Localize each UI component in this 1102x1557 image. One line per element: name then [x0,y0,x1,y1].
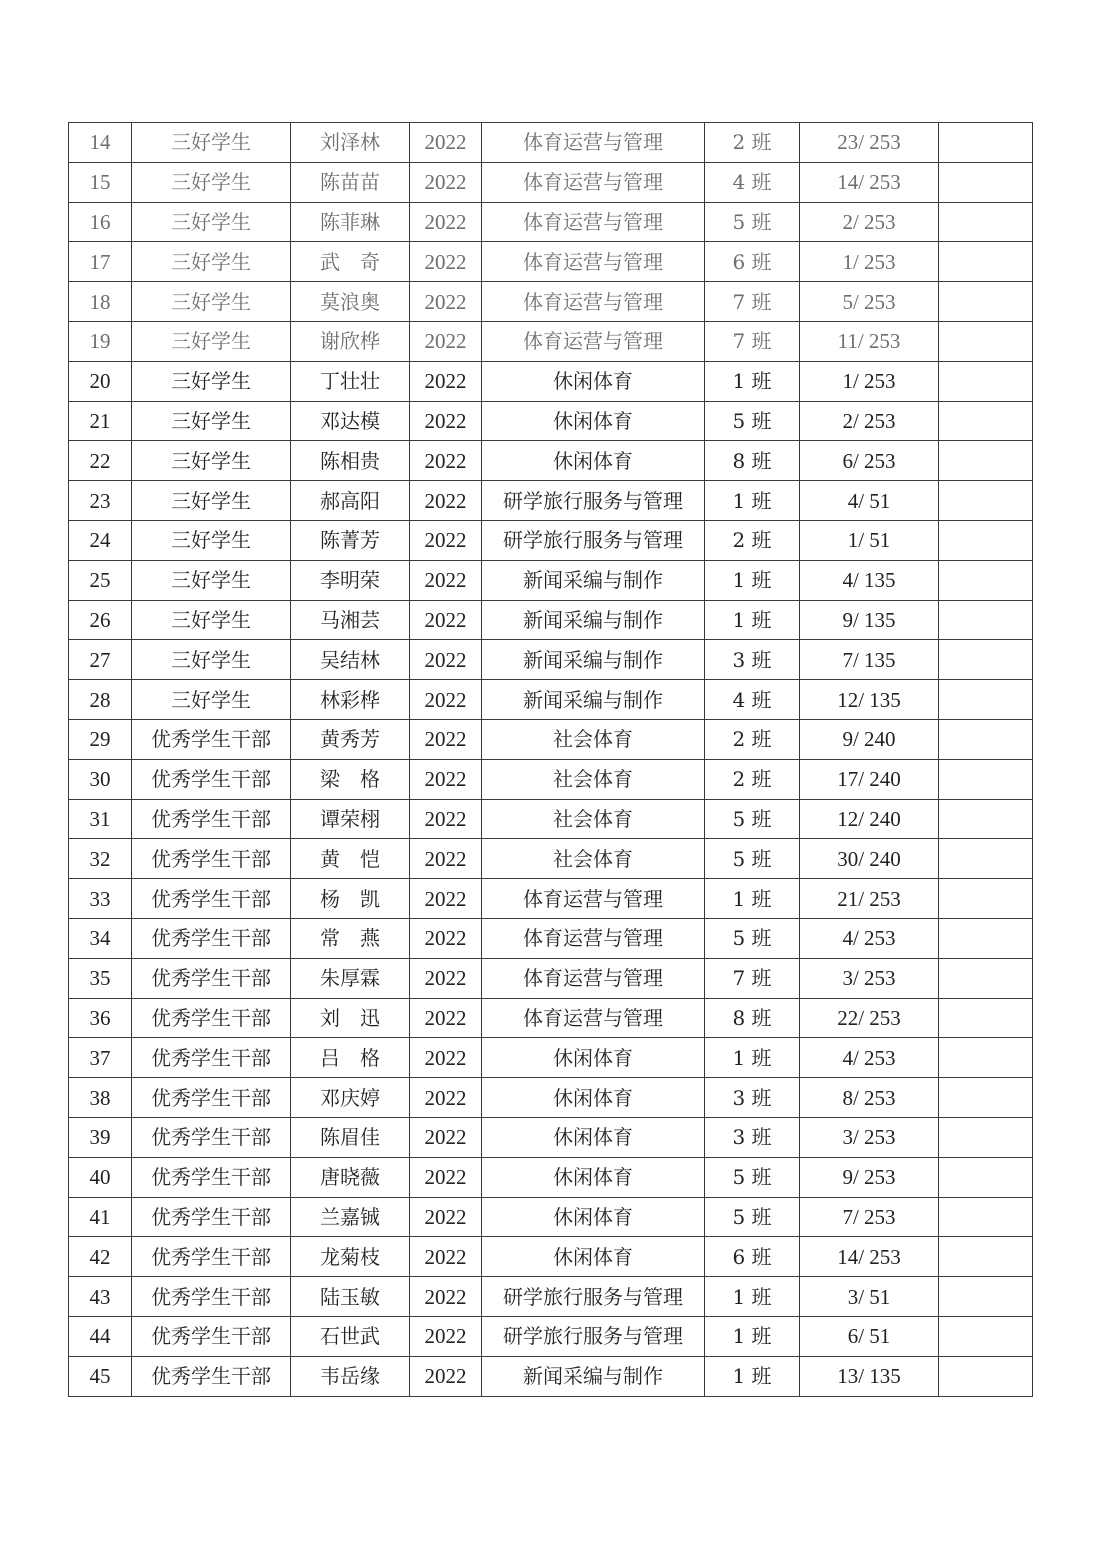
class-name-cell: 1 班 [705,481,800,521]
award-type-cell: 优秀学生干部 [132,1078,291,1118]
table-row [69,839,1033,879]
major-name-cell: 研学旅行服务与管理 [482,1316,705,1356]
remark-cell [939,162,1033,202]
table-row [69,759,1033,799]
class-name-cell: 3 班 [705,640,800,680]
award-type-cell: 优秀学生干部 [132,799,291,839]
remark-cell [939,1356,1033,1396]
student-name-cell: 龙菊枝 [291,1237,410,1277]
major-name-cell: 休闲体育 [482,1078,705,1118]
grade-year-cell: 2022 [410,123,482,163]
class-name-cell: 1 班 [705,1038,800,1078]
remark-cell [939,1117,1033,1157]
class-name-cell: 5 班 [705,401,800,441]
grade-year-cell: 2022 [410,1038,482,1078]
row-number-cell: 18 [69,282,132,322]
row-number-cell: 20 [69,361,132,401]
student-name-cell: 陈眉佳 [291,1117,410,1157]
table-row [69,361,1033,401]
major-name-cell: 研学旅行服务与管理 [482,1277,705,1317]
major-name-cell: 社会体育 [482,839,705,879]
table-row [69,600,1033,640]
row-number-cell: 21 [69,401,132,441]
table-row [69,640,1033,680]
rank-cell: 9/ 253 [800,1157,939,1197]
row-number-cell: 29 [69,719,132,759]
major-name-cell: 新闻采编与制作 [482,1356,705,1396]
rank-cell: 22/ 253 [800,998,939,1038]
award-type-cell: 优秀学生干部 [132,1277,291,1317]
remark-cell [939,839,1033,879]
student-name-cell: 谢欣桦 [291,321,410,361]
row-number-cell: 19 [69,321,132,361]
grade-year-cell: 2022 [410,1316,482,1356]
row-number-cell: 24 [69,520,132,560]
table-body [69,123,1033,1397]
class-name-cell: 1 班 [705,560,800,600]
award-type-cell: 优秀学生干部 [132,1356,291,1396]
grade-year-cell: 2022 [410,799,482,839]
student-name-cell: 唐晓薇 [291,1157,410,1197]
table-row [69,560,1033,600]
award-type-cell: 三好学生 [132,321,291,361]
row-number-cell: 37 [69,1038,132,1078]
class-name-cell: 7 班 [705,321,800,361]
award-type-cell: 优秀学生干部 [132,1197,291,1237]
major-name-cell: 体育运营与管理 [482,918,705,958]
rank-cell: 6/ 253 [800,441,939,481]
award-type-cell: 优秀学生干部 [132,719,291,759]
rank-cell: 9/ 240 [800,719,939,759]
class-name-cell: 2 班 [705,719,800,759]
table-row [69,1197,1033,1237]
student-name-cell: 莫浪奥 [291,282,410,322]
student-name-cell: 陈菲琳 [291,202,410,242]
award-type-cell: 优秀学生干部 [132,1038,291,1078]
grade-year-cell: 2022 [410,918,482,958]
major-name-cell: 新闻采编与制作 [482,600,705,640]
class-name-cell: 2 班 [705,520,800,560]
class-name-cell: 5 班 [705,202,800,242]
grade-year-cell: 2022 [410,202,482,242]
rank-cell: 1/ 253 [800,242,939,282]
major-name-cell: 新闻采编与制作 [482,680,705,720]
student-name-cell: 陆玉敏 [291,1277,410,1317]
grade-year-cell: 2022 [410,162,482,202]
row-number-cell: 38 [69,1078,132,1118]
grade-year-cell: 2022 [410,441,482,481]
rank-cell: 4/ 253 [800,1038,939,1078]
award-type-cell: 三好学生 [132,441,291,481]
remark-cell [939,799,1033,839]
major-name-cell: 新闻采编与制作 [482,560,705,600]
major-name-cell: 体育运营与管理 [482,202,705,242]
class-name-cell: 6 班 [705,1237,800,1277]
major-name-cell: 体育运营与管理 [482,123,705,163]
student-name-cell: 丁壮壮 [291,361,410,401]
remark-cell [939,1237,1033,1277]
table-row [69,998,1033,1038]
rank-cell: 30/ 240 [800,839,939,879]
award-type-cell: 优秀学生干部 [132,1117,291,1157]
row-number-cell: 17 [69,242,132,282]
student-name-cell: 梁 格 [291,759,410,799]
class-name-cell: 7 班 [705,282,800,322]
award-type-cell: 优秀学生干部 [132,998,291,1038]
table-row [69,282,1033,322]
major-name-cell: 研学旅行服务与管理 [482,520,705,560]
rank-cell: 14/ 253 [800,1237,939,1277]
major-name-cell: 休闲体育 [482,441,705,481]
student-name-cell: 陈苗苗 [291,162,410,202]
remark-cell [939,361,1033,401]
grade-year-cell: 2022 [410,958,482,998]
major-name-cell: 休闲体育 [482,1197,705,1237]
rank-cell: 3/ 253 [800,958,939,998]
remark-cell [939,560,1033,600]
grade-year-cell: 2022 [410,1117,482,1157]
row-number-cell: 32 [69,839,132,879]
remark-cell [939,1038,1033,1078]
rank-cell: 21/ 253 [800,879,939,919]
student-name-cell: 陈相贵 [291,441,410,481]
class-name-cell: 1 班 [705,361,800,401]
row-number-cell: 23 [69,481,132,521]
row-number-cell: 34 [69,918,132,958]
major-name-cell: 体育运营与管理 [482,162,705,202]
row-number-cell: 35 [69,958,132,998]
rank-cell: 7/ 135 [800,640,939,680]
grade-year-cell: 2022 [410,282,482,322]
major-name-cell: 体育运营与管理 [482,998,705,1038]
remark-cell [939,321,1033,361]
remark-cell [939,441,1033,481]
rank-cell: 3/ 51 [800,1277,939,1317]
row-number-cell: 42 [69,1237,132,1277]
table-row [69,1078,1033,1118]
table-row [69,680,1033,720]
student-name-cell: 黄 恺 [291,839,410,879]
remark-cell [939,123,1033,163]
major-name-cell: 体育运营与管理 [482,958,705,998]
table-row [69,321,1033,361]
table-row [69,719,1033,759]
major-name-cell: 休闲体育 [482,1117,705,1157]
rank-cell: 4/ 51 [800,481,939,521]
student-name-cell: 谭荣栩 [291,799,410,839]
table-row [69,202,1033,242]
student-name-cell: 黄秀芳 [291,719,410,759]
row-number-cell: 26 [69,600,132,640]
rank-cell: 6/ 51 [800,1316,939,1356]
remark-cell [939,481,1033,521]
row-number-cell: 44 [69,1316,132,1356]
class-name-cell: 5 班 [705,799,800,839]
table-row [69,1277,1033,1317]
student-name-cell: 刘泽林 [291,123,410,163]
row-number-cell: 14 [69,123,132,163]
major-name-cell: 休闲体育 [482,361,705,401]
table-row [69,1117,1033,1157]
remark-cell [939,1078,1033,1118]
class-name-cell: 8 班 [705,998,800,1038]
table-row [69,162,1033,202]
remark-cell [939,282,1033,322]
row-number-cell: 43 [69,1277,132,1317]
class-name-cell: 5 班 [705,1197,800,1237]
class-name-cell: 8 班 [705,441,800,481]
award-type-cell: 优秀学生干部 [132,1316,291,1356]
rank-cell: 1/ 51 [800,520,939,560]
award-type-cell: 优秀学生干部 [132,1237,291,1277]
grade-year-cell: 2022 [410,1197,482,1237]
rank-cell: 13/ 135 [800,1356,939,1396]
grade-year-cell: 2022 [410,481,482,521]
award-type-cell: 三好学生 [132,282,291,322]
major-name-cell: 休闲体育 [482,1038,705,1078]
student-name-cell: 吕 格 [291,1038,410,1078]
major-name-cell: 休闲体育 [482,401,705,441]
row-number-cell: 28 [69,680,132,720]
grade-year-cell: 2022 [410,361,482,401]
major-name-cell: 休闲体育 [482,1237,705,1277]
remark-cell [939,998,1033,1038]
remark-cell [939,879,1033,919]
table-row [69,1237,1033,1277]
table-row [69,242,1033,282]
student-name-cell: 林彩桦 [291,680,410,720]
class-name-cell: 5 班 [705,1157,800,1197]
row-number-cell: 40 [69,1157,132,1197]
remark-cell [939,202,1033,242]
major-name-cell: 新闻采编与制作 [482,640,705,680]
rank-cell: 7/ 253 [800,1197,939,1237]
remark-cell [939,1157,1033,1197]
award-type-cell: 优秀学生干部 [132,879,291,919]
remark-cell [939,719,1033,759]
rank-cell: 23/ 253 [800,123,939,163]
rank-cell: 2/ 253 [800,401,939,441]
grade-year-cell: 2022 [410,401,482,441]
grade-year-cell: 2022 [410,1237,482,1277]
table-row [69,799,1033,839]
award-type-cell: 三好学生 [132,401,291,441]
major-name-cell: 体育运营与管理 [482,321,705,361]
award-type-cell: 三好学生 [132,560,291,600]
remark-cell [939,600,1033,640]
student-name-cell: 武 奇 [291,242,410,282]
remark-cell [939,1197,1033,1237]
award-type-cell: 优秀学生干部 [132,1157,291,1197]
award-type-cell: 三好学生 [132,162,291,202]
grade-year-cell: 2022 [410,839,482,879]
row-number-cell: 39 [69,1117,132,1157]
class-name-cell: 4 班 [705,680,800,720]
award-type-cell: 优秀学生干部 [132,759,291,799]
award-type-cell: 三好学生 [132,361,291,401]
rank-cell: 5/ 253 [800,282,939,322]
table-row [69,1316,1033,1356]
student-name-cell: 朱厚霖 [291,958,410,998]
class-name-cell: 1 班 [705,879,800,919]
grade-year-cell: 2022 [410,1157,482,1197]
student-name-cell: 韦岳缘 [291,1356,410,1396]
row-number-cell: 25 [69,560,132,600]
grade-year-cell: 2022 [410,560,482,600]
major-name-cell: 社会体育 [482,719,705,759]
remark-cell [939,1316,1033,1356]
award-type-cell: 三好学生 [132,640,291,680]
remark-cell [939,640,1033,680]
major-name-cell: 社会体育 [482,759,705,799]
row-number-cell: 22 [69,441,132,481]
rank-cell: 14/ 253 [800,162,939,202]
table-row [69,958,1033,998]
grade-year-cell: 2022 [410,1277,482,1317]
grade-year-cell: 2022 [410,600,482,640]
row-number-cell: 31 [69,799,132,839]
table-row [69,879,1033,919]
remark-cell [939,958,1033,998]
rank-cell: 11/ 253 [800,321,939,361]
student-name-cell: 陈菁芳 [291,520,410,560]
grade-year-cell: 2022 [410,520,482,560]
row-number-cell: 30 [69,759,132,799]
major-name-cell: 研学旅行服务与管理 [482,481,705,521]
rank-cell: 4/ 135 [800,560,939,600]
award-type-cell: 三好学生 [132,123,291,163]
student-name-cell: 李明荣 [291,560,410,600]
remark-cell [939,520,1033,560]
class-name-cell: 7 班 [705,958,800,998]
grade-year-cell: 2022 [410,321,482,361]
row-number-cell: 36 [69,998,132,1038]
remark-cell [939,680,1033,720]
class-name-cell: 1 班 [705,1277,800,1317]
class-name-cell: 5 班 [705,839,800,879]
award-type-cell: 三好学生 [132,481,291,521]
award-type-cell: 优秀学生干部 [132,839,291,879]
class-name-cell: 1 班 [705,1356,800,1396]
student-name-cell: 杨 凯 [291,879,410,919]
award-type-cell: 三好学生 [132,202,291,242]
student-name-cell: 常 燕 [291,918,410,958]
row-number-cell: 27 [69,640,132,680]
class-name-cell: 3 班 [705,1117,800,1157]
student-name-cell: 马湘芸 [291,600,410,640]
remark-cell [939,401,1033,441]
table-row [69,481,1033,521]
table-row [69,441,1033,481]
rank-cell: 17/ 240 [800,759,939,799]
table-row [69,520,1033,560]
class-name-cell: 1 班 [705,600,800,640]
grade-year-cell: 2022 [410,719,482,759]
rank-cell: 8/ 253 [800,1078,939,1118]
student-name-cell: 石世武 [291,1316,410,1356]
class-name-cell: 1 班 [705,1316,800,1356]
grade-year-cell: 2022 [410,640,482,680]
rank-cell: 3/ 253 [800,1117,939,1157]
table-row [69,1356,1033,1396]
rank-cell: 1/ 253 [800,361,939,401]
table-row [69,123,1033,163]
award-type-cell: 三好学生 [132,600,291,640]
table-row [69,1038,1033,1078]
grade-year-cell: 2022 [410,1356,482,1396]
class-name-cell: 6 班 [705,242,800,282]
grade-year-cell: 2022 [410,680,482,720]
student-name-cell: 邓庆婷 [291,1078,410,1118]
class-name-cell: 3 班 [705,1078,800,1118]
table-row [69,401,1033,441]
row-number-cell: 33 [69,879,132,919]
rank-cell: 12/ 135 [800,680,939,720]
class-name-cell: 2 班 [705,759,800,799]
student-name-cell: 郝高阳 [291,481,410,521]
student-name-cell: 刘 迅 [291,998,410,1038]
grade-year-cell: 2022 [410,242,482,282]
award-type-cell: 三好学生 [132,520,291,560]
student-name-cell: 吴结林 [291,640,410,680]
row-number-cell: 16 [69,202,132,242]
rank-cell: 4/ 253 [800,918,939,958]
rank-cell: 2/ 253 [800,202,939,242]
major-name-cell: 体育运营与管理 [482,879,705,919]
row-number-cell: 41 [69,1197,132,1237]
grade-year-cell: 2022 [410,879,482,919]
award-list-table [68,122,1033,1397]
class-name-cell: 2 班 [705,123,800,163]
major-name-cell: 体育运营与管理 [482,282,705,322]
table-row [69,1157,1033,1197]
row-number-cell: 15 [69,162,132,202]
remark-cell [939,1277,1033,1317]
class-name-cell: 5 班 [705,918,800,958]
award-type-cell: 优秀学生干部 [132,958,291,998]
class-name-cell: 4 班 [705,162,800,202]
award-type-cell: 优秀学生干部 [132,918,291,958]
award-type-cell: 三好学生 [132,242,291,282]
rank-cell: 12/ 240 [800,799,939,839]
remark-cell [939,242,1033,282]
rank-cell: 9/ 135 [800,600,939,640]
remark-cell [939,918,1033,958]
major-name-cell: 社会体育 [482,799,705,839]
remark-cell [939,759,1033,799]
award-type-cell: 三好学生 [132,680,291,720]
table-row [69,918,1033,958]
grade-year-cell: 2022 [410,759,482,799]
student-name-cell: 兰嘉铖 [291,1197,410,1237]
major-name-cell: 体育运营与管理 [482,242,705,282]
row-number-cell: 45 [69,1356,132,1396]
major-name-cell: 休闲体育 [482,1157,705,1197]
grade-year-cell: 2022 [410,1078,482,1118]
student-name-cell: 邓达模 [291,401,410,441]
grade-year-cell: 2022 [410,998,482,1038]
